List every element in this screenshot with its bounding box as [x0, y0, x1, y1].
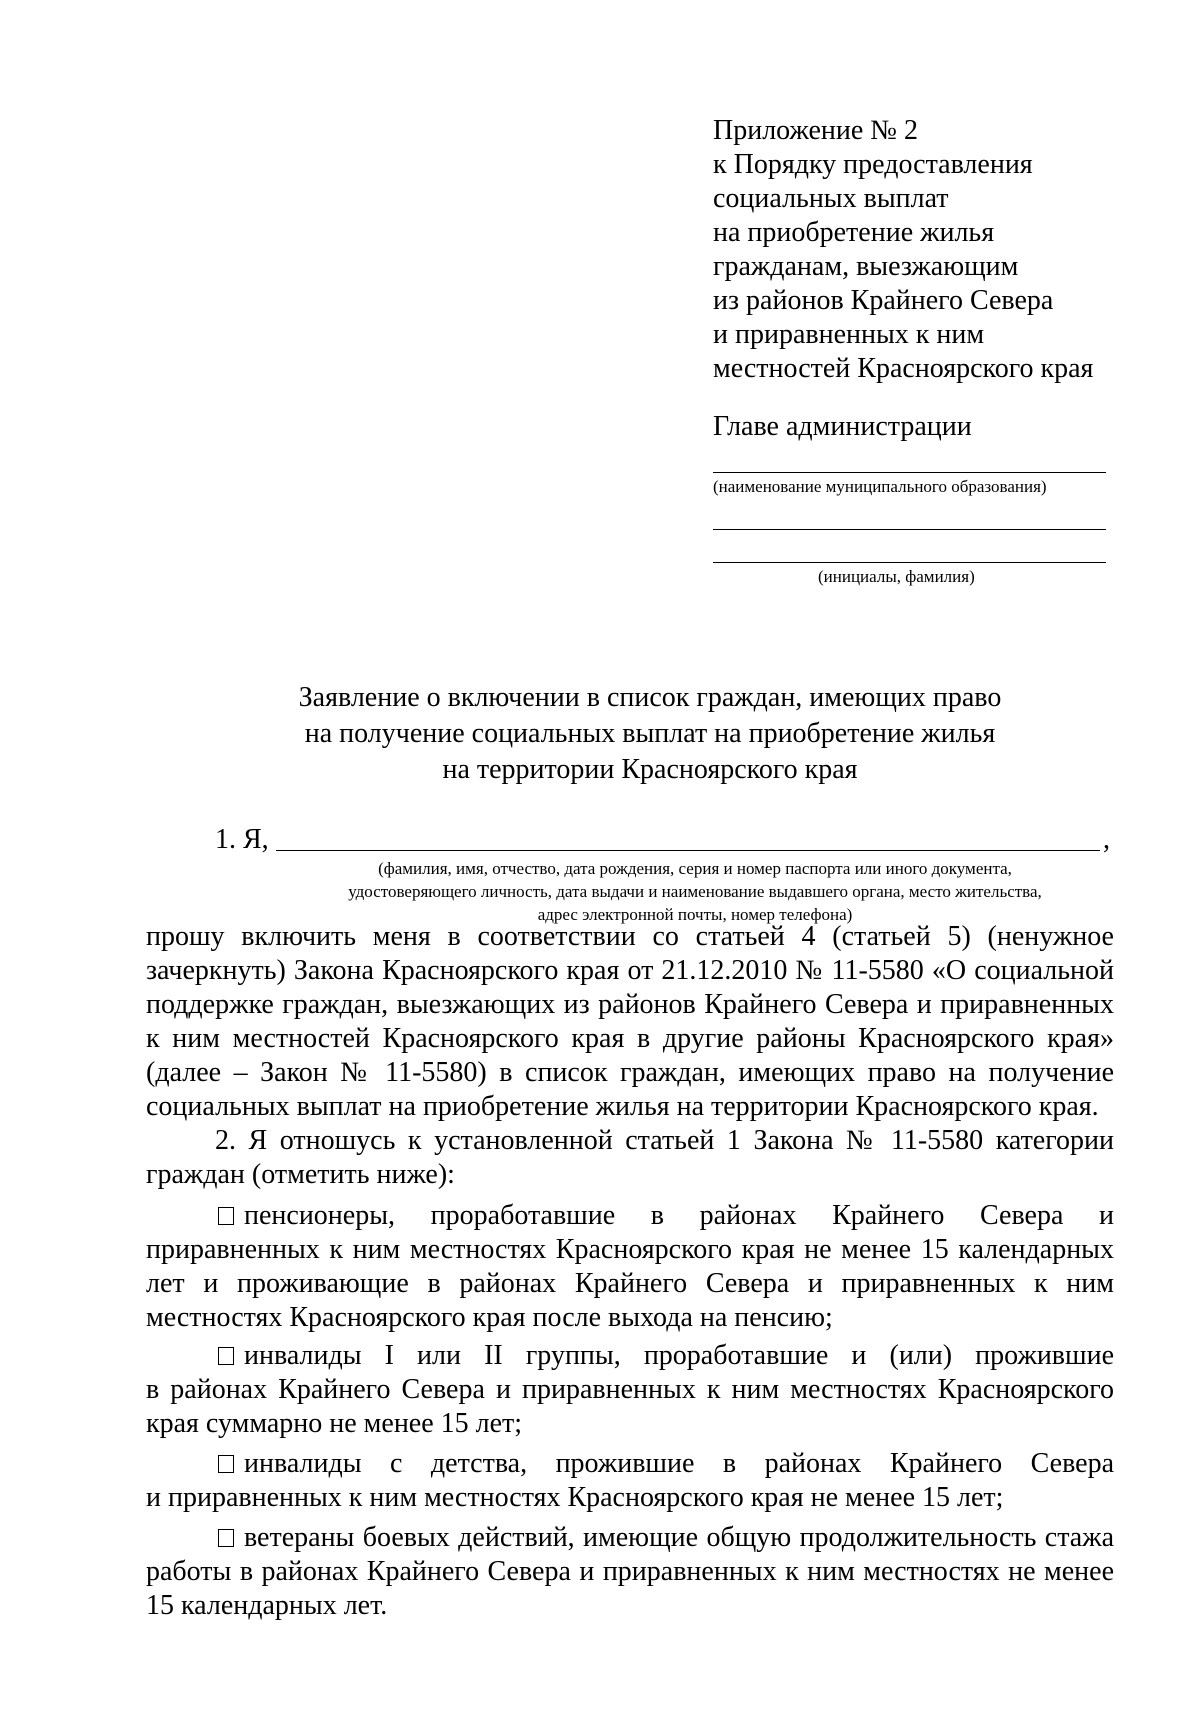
- item2-line: 2. Я отношусь к установленной статьей 1 Закона № 11-5580 категории: [215, 1125, 1114, 1156]
- category-line: края суммарно не менее 15 лет;: [146, 1408, 523, 1439]
- category-line: 15 календарных лет.: [146, 1590, 388, 1621]
- checkbox[interactable]: [218, 1347, 234, 1365]
- category-line: приравненных к ним местностях Красноярского края не менее 15 календарных: [146, 1234, 1114, 1265]
- request-paragraph: [146, 920, 1114, 1124]
- category-disabled-from-childhood: [146, 1447, 1114, 1515]
- category-text: инвалиды I или II группы, проработавшие и (или) прожившие: [244, 1340, 1114, 1371]
- category-line: работы в районах Крайнего Севера и приравненных к ним местностях не менее: [146, 1556, 1114, 1587]
- caption-line: адрес электронной почты, номер телефона): [537, 905, 853, 924]
- checkbox[interactable]: [218, 1455, 234, 1473]
- applicant-fill-line: [276, 850, 1100, 851]
- appendix-line: местностей Красноярского края: [713, 353, 1094, 384]
- appendix-line: на приобретение жилья: [713, 217, 995, 248]
- category-combat-veterans: [146, 1521, 1114, 1623]
- title-line: Заявление о включении в список граждан, имеющих право: [298, 682, 1002, 713]
- request-line: социальных выплат на приобретение жилья на территории Красноярского края.: [146, 1091, 1099, 1122]
- category-pensioners: [146, 1199, 1114, 1335]
- appendix-line: гражданам, выезжающим: [713, 251, 1019, 282]
- appendix-line: Приложение № 2: [713, 115, 918, 146]
- appendix-line: к Порядку предоставления: [713, 149, 1033, 180]
- initials-caption: (инициалы, фамилия): [818, 567, 975, 586]
- name-fill-line-1: [713, 529, 1106, 530]
- appendix-header: [713, 114, 1153, 386]
- municipality-fill-line: [713, 472, 1106, 473]
- category-line: местностях Красноярского края после выхода на пенсию;: [146, 1302, 833, 1333]
- title-line: на получение социальных выплат на приобретение жилья: [304, 718, 996, 749]
- appendix-line: из районов Крайнего Севера: [713, 285, 1054, 316]
- caption-line: удостоверяющего личность, дата выдачи и наименование выдавшего органа, место жительства,: [348, 882, 1042, 901]
- item1-suffix: ,: [1103, 824, 1110, 855]
- addressee-heading: Главе администрации: [713, 411, 972, 442]
- item1-prefix: 1. Я,: [215, 824, 269, 855]
- checkbox[interactable]: [218, 1207, 234, 1225]
- item2-line: граждан (отметить ниже):: [146, 1159, 455, 1190]
- category-line: в районах Крайнего Севера и приравненных к ним местностях Красноярского: [146, 1374, 1114, 1405]
- appendix-line: и приравненных к ним: [713, 319, 985, 350]
- title-line: на территории Красноярского края: [442, 754, 858, 785]
- item2-paragraph: [146, 1124, 1114, 1192]
- category-line: лет и проживающие в районах Крайнего Севера и приравненных к ним: [146, 1268, 1114, 1299]
- municipality-caption: (наименование муниципального образования): [713, 477, 1047, 496]
- name-fill-line-2: [713, 562, 1106, 563]
- category-disabled: [146, 1339, 1114, 1441]
- document-title: [150, 680, 1150, 788]
- category-first-line: [146, 1447, 1114, 1481]
- category-text: инвалиды с детства, прожившие в районах Крайнего Севера: [244, 1448, 1114, 1479]
- request-line: прошу включить меня в соответствии со статьей 4 (статьей 5) (ненужное: [146, 921, 1114, 952]
- category-text: пенсионеры, проработавшие в районах Крайнего Севера и: [244, 1200, 1114, 1231]
- caption-line: (фамилия, имя, отчество, дата рождения, серия и номер паспорта или иного документа,: [378, 859, 1012, 878]
- request-line: поддержке граждан, выезжающих из районов Крайнего Севера и приравненных: [146, 989, 1114, 1020]
- applicant-caption: [265, 857, 1125, 926]
- category-first-line: [146, 1339, 1114, 1373]
- request-line: к ним местностей Красноярского края в другие районы Красноярского края»: [146, 1023, 1114, 1054]
- category-line: и приравненных к ним местностях Красноярского края не менее 15 лет;: [146, 1482, 1004, 1513]
- category-first-line: [146, 1521, 1114, 1555]
- request-line: (далее – Закон № 11-5580) в список граждан, имеющих право на получение: [146, 1057, 1114, 1088]
- checkbox[interactable]: [218, 1529, 234, 1547]
- category-first-line: [146, 1199, 1114, 1233]
- request-line: зачеркнуть) Закона Красноярского края от 21.12.2010 № 11-5580 «О социальной: [146, 955, 1114, 986]
- appendix-line: социальных выплат: [713, 183, 949, 214]
- category-text: ветераны боевых действий, имеющие общую продолжительность стажа: [244, 1522, 1114, 1553]
